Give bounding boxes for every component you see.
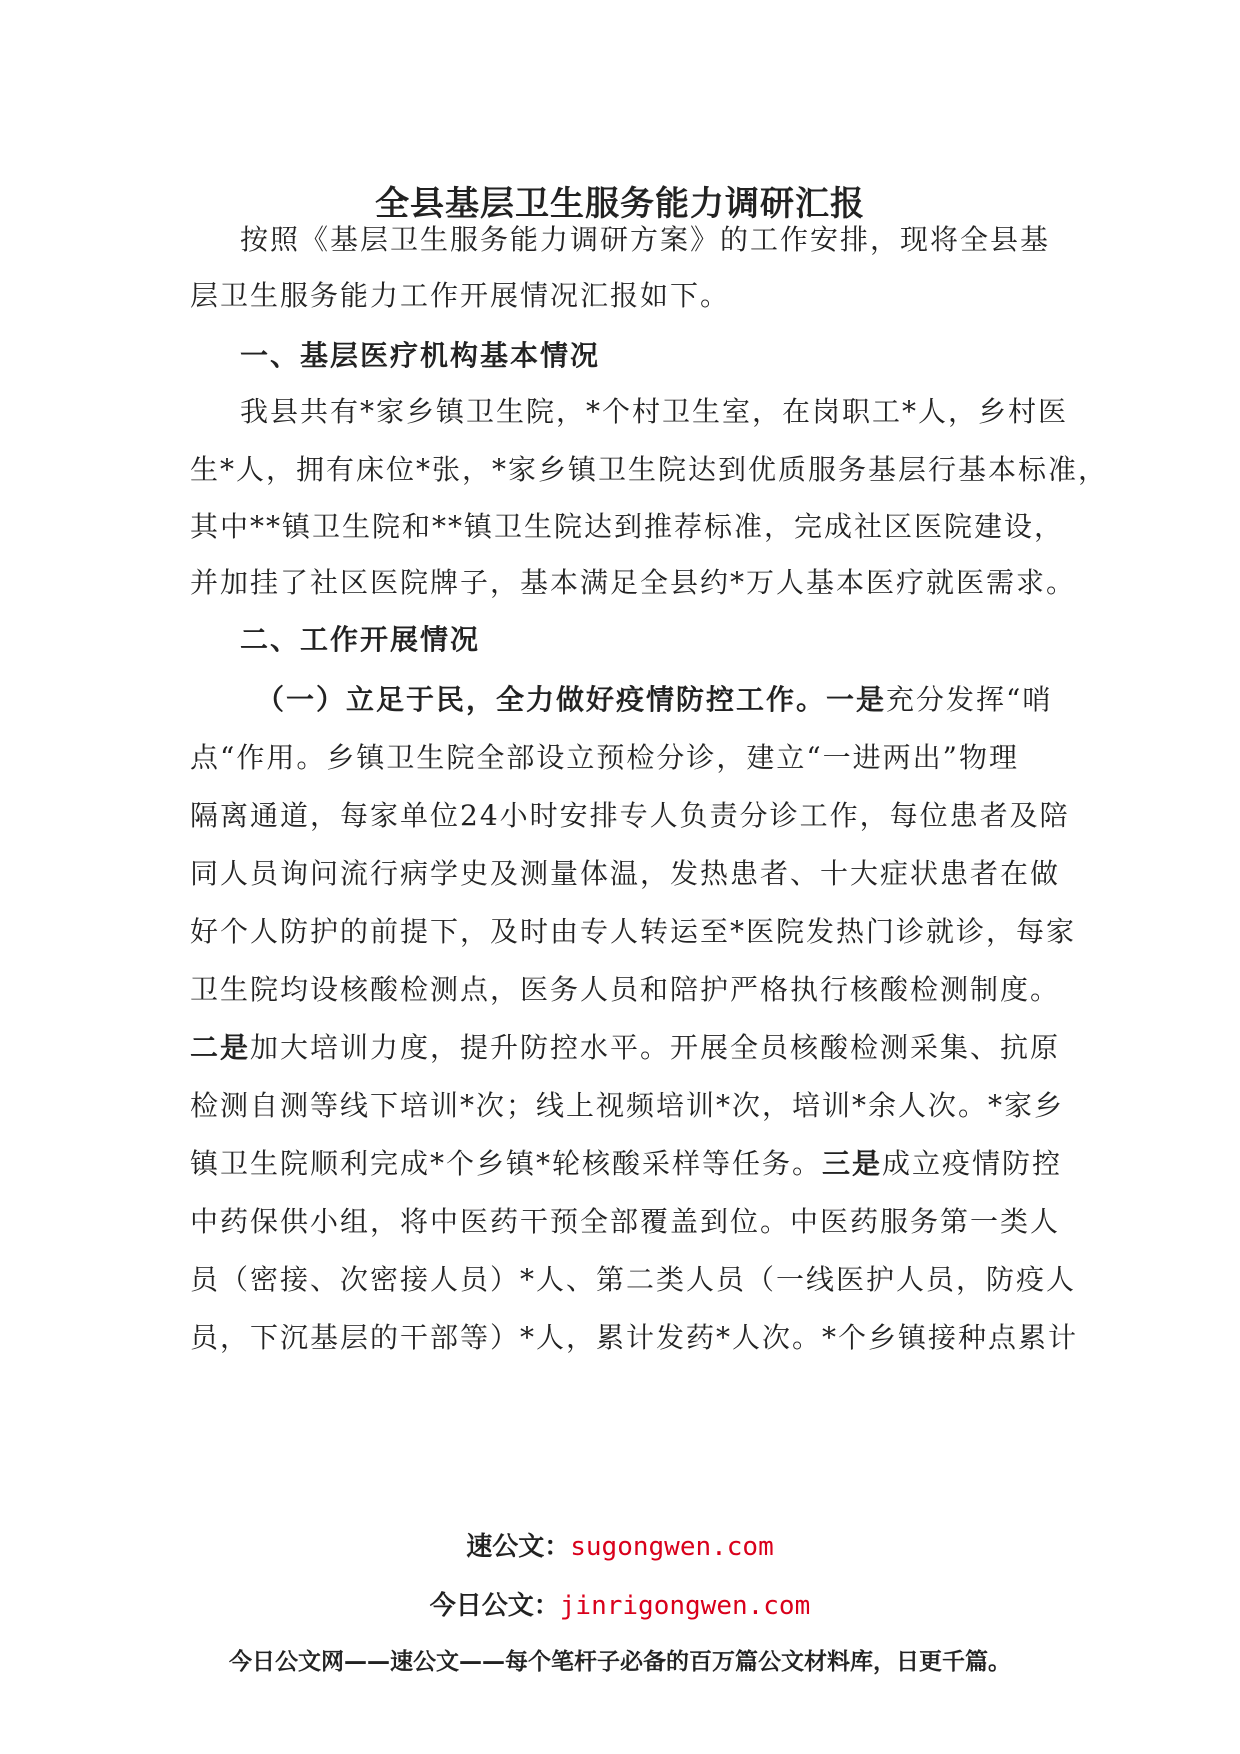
paragraph-line: 我县共有*家乡镇卫生院，*个村卫生室，在岗职工*人，乡村医 xyxy=(240,395,1069,428)
body-text: 充分发挥“哨 xyxy=(886,683,1053,716)
section-heading: 一、基层医疗机构基本情况 xyxy=(240,339,601,372)
paragraph-line: 检测自测等线下培训*次；线上视频培训*次，培训*余人次。*家乡 xyxy=(190,1089,1065,1122)
body-text: 成立疫情防控 xyxy=(882,1147,1063,1180)
paragraph-line: 中药保供小组，将中医药干预全部覆盖到位。中医药服务第一类人 xyxy=(190,1205,1061,1238)
document-title: 全县基层卫生服务能力调研汇报 xyxy=(375,184,865,224)
paragraph-line: 层卫生服务能力工作开展情况汇报如下。 xyxy=(190,279,731,312)
body-text: 镇卫生院顺利完成*个乡镇*轮核酸采样等任务。 xyxy=(190,1147,823,1180)
paragraph-line xyxy=(256,680,1136,720)
paragraph-line xyxy=(190,1144,1070,1184)
paragraph-line: 生*人，拥有床位*张，*家乡镇卫生院达到优质服务基层行基本标准， xyxy=(190,453,1109,486)
paragraph-line: 卫生院均设核酸检测点，医务人员和陪护严格执行核酸检测制度。 xyxy=(190,973,1061,1006)
subsection-heading: （一）立足于民，全力做好疫情防控工作。 xyxy=(256,683,827,716)
paragraph-line: 员，下沉基层的干部等）*人，累计发药*人次。*个乡镇接种点累计 xyxy=(190,1321,1079,1354)
section-heading: 二、工作开展情况 xyxy=(240,623,481,656)
paragraph-line: 好个人防护的前提下，及时由专人转运至*医院发热门诊就诊，每家 xyxy=(190,915,1077,948)
paragraph-line: 点“作用。乡镇卫生院全部设立预检分诊，建立“一进两出”物理 xyxy=(190,741,1019,774)
paragraph-line: 并加挂了社区医院牌子，基本满足全县约*万人基本医疗就医需求。 xyxy=(190,566,1077,599)
emphasis-text: 二是 xyxy=(190,1031,251,1064)
footer-link[interactable]: sugongwen.com xyxy=(570,1532,774,1562)
paragraph-line: 员（密接、次密接人员）*人、第二类人员（一线医护人员，防疫人 xyxy=(190,1263,1077,1296)
emphasis-text: 三是 xyxy=(822,1147,883,1180)
footer-label: 今日公文： xyxy=(429,1591,560,1621)
footer-tagline: 今日公文网——速公文——每个笔杆子必备的百万篇公文材料库，日更千篇。 xyxy=(229,1649,1011,1675)
footer-link[interactable]: jinrigongwen.com xyxy=(559,1591,811,1621)
emphasis-text: 一是 xyxy=(826,683,887,716)
paragraph-line xyxy=(190,1028,1070,1068)
body-text: 加大培训力度，提升防控水平。开展全员核酸检测采集、抗原 xyxy=(250,1031,1061,1064)
footer-line-1 xyxy=(0,1526,1240,1563)
paragraph-line: 同人员询问流行病学史及测量体温，发热患者、十大症状患者在做 xyxy=(190,857,1061,890)
paragraph-line: 隔离通道，每家单位24小时安排专人负责分诊工作，每位患者及陪 xyxy=(190,799,1070,832)
paragraph-line: 按照《基层卫生服务能力调研方案》的工作安排，现将全县基 xyxy=(240,223,1051,256)
paragraph-line: 其中**镇卫生院和**镇卫生院达到推荐标准，完成社区医院建设， xyxy=(190,510,1065,543)
footer-line-2 xyxy=(0,1585,1240,1622)
footer-label: 速公文： xyxy=(466,1532,571,1562)
